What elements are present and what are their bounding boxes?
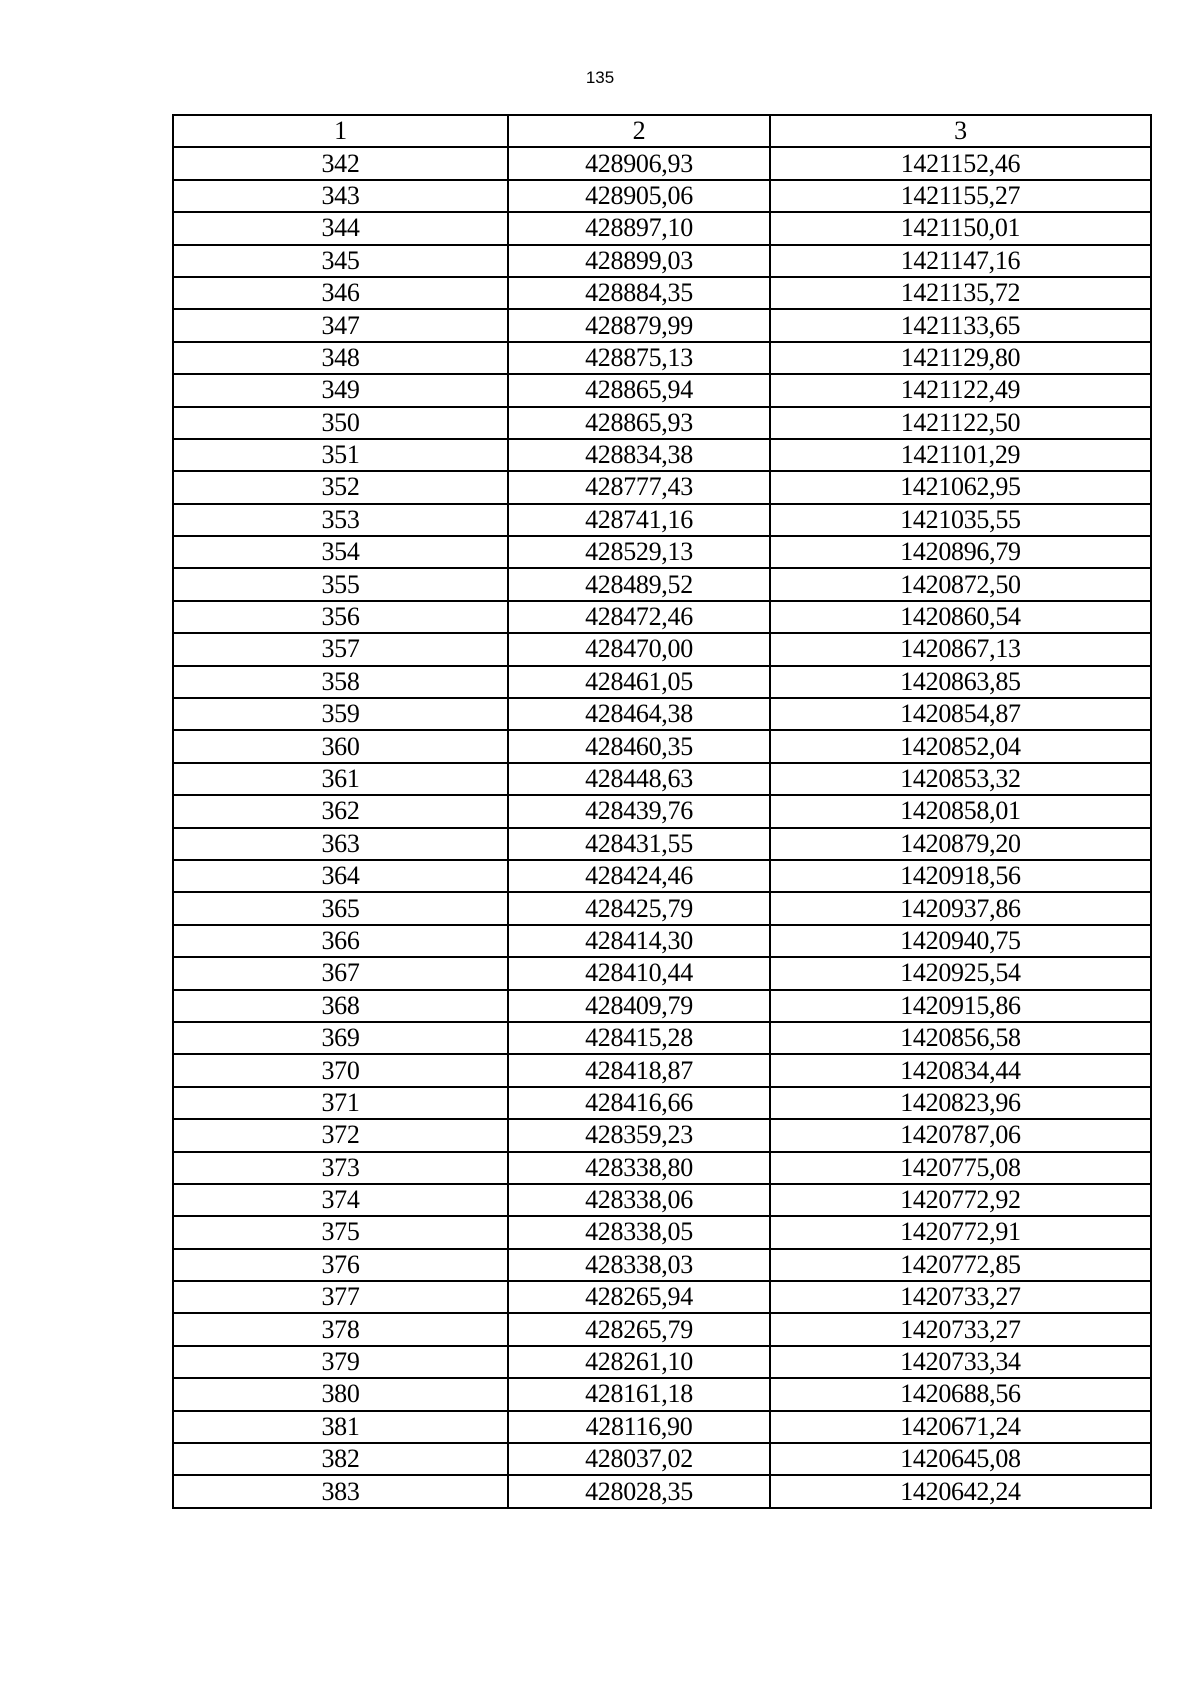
- coordinate-x-cell: 428865,94: [508, 374, 770, 406]
- coordinate-x-cell: 428265,94: [508, 1281, 770, 1313]
- table-row: [173, 795, 1151, 827]
- table-row: [173, 763, 1151, 795]
- table-row: [173, 860, 1151, 892]
- table-row: [173, 1054, 1151, 1086]
- coordinate-y-cell: 1420775,08: [770, 1152, 1151, 1184]
- coordinate-y-cell: 1421150,01: [770, 212, 1151, 244]
- coordinate-x-cell: 428359,23: [508, 1119, 770, 1151]
- point-number-cell: 344: [173, 212, 508, 244]
- coordinate-y-cell: 1420671,24: [770, 1411, 1151, 1443]
- coordinate-y-cell: 1420733,27: [770, 1313, 1151, 1345]
- coordinate-y-cell: 1420867,13: [770, 633, 1151, 665]
- coordinate-y-cell: 1421122,50: [770, 407, 1151, 439]
- point-number-cell: 379: [173, 1346, 508, 1378]
- coordinate-y-cell: 1420915,86: [770, 990, 1151, 1022]
- coordinate-y-cell: 1421152,46: [770, 147, 1151, 179]
- coordinate-x-cell: 428425,79: [508, 892, 770, 924]
- coordinate-y-cell: 1420856,58: [770, 1022, 1151, 1054]
- coordinate-y-cell: 1420772,91: [770, 1216, 1151, 1248]
- coordinate-y-cell: 1420896,79: [770, 536, 1151, 568]
- coordinate-y-cell: 1421155,27: [770, 180, 1151, 212]
- point-number-cell: 363: [173, 828, 508, 860]
- coordinate-x-cell: 428741,16: [508, 504, 770, 536]
- coordinate-x-cell: 428261,10: [508, 1346, 770, 1378]
- table-row: [173, 1152, 1151, 1184]
- table-row: [173, 1119, 1151, 1151]
- coordinate-x-cell: 428529,13: [508, 536, 770, 568]
- coordinate-x-cell: 428865,93: [508, 407, 770, 439]
- table-row: [173, 568, 1151, 600]
- column-header-2: 2: [508, 115, 770, 147]
- coordinate-x-cell: 428037,02: [508, 1443, 770, 1475]
- point-number-cell: 376: [173, 1249, 508, 1281]
- point-number-cell: 369: [173, 1022, 508, 1054]
- point-number-cell: 353: [173, 504, 508, 536]
- table-row: [173, 471, 1151, 503]
- coordinate-x-cell: 428416,66: [508, 1087, 770, 1119]
- point-number-cell: 360: [173, 730, 508, 762]
- coordinate-x-cell: 428489,52: [508, 568, 770, 600]
- coordinate-y-cell: 1421135,72: [770, 277, 1151, 309]
- point-number-cell: 371: [173, 1087, 508, 1119]
- table-row: [173, 633, 1151, 665]
- coordinate-x-cell: 428906,93: [508, 147, 770, 179]
- coordinate-x-cell: 428424,46: [508, 860, 770, 892]
- point-number-cell: 372: [173, 1119, 508, 1151]
- table-row: [173, 698, 1151, 730]
- coordinate-y-cell: 1420863,85: [770, 666, 1151, 698]
- coordinate-x-cell: 428338,05: [508, 1216, 770, 1248]
- point-number-cell: 355: [173, 568, 508, 600]
- table-row: [173, 990, 1151, 1022]
- coordinate-y-cell: 1420853,32: [770, 763, 1151, 795]
- coordinate-y-cell: 1421062,95: [770, 471, 1151, 503]
- coordinates-table: [172, 114, 1152, 1509]
- table-row: [173, 601, 1151, 633]
- coordinate-y-cell: 1421147,16: [770, 245, 1151, 277]
- coordinate-y-cell: 1421133,65: [770, 309, 1151, 341]
- point-number-cell: 358: [173, 666, 508, 698]
- coordinate-x-cell: 428470,00: [508, 633, 770, 665]
- table-body: [173, 147, 1151, 1507]
- coordinate-x-cell: 428161,18: [508, 1378, 770, 1410]
- table-row: [173, 147, 1151, 179]
- coordinate-x-cell: 428448,63: [508, 763, 770, 795]
- point-number-cell: 375: [173, 1216, 508, 1248]
- table-row: [173, 730, 1151, 762]
- point-number-cell: 351: [173, 439, 508, 471]
- coordinate-y-cell: 1420937,86: [770, 892, 1151, 924]
- coordinate-x-cell: 428409,79: [508, 990, 770, 1022]
- coordinate-y-cell: 1420772,85: [770, 1249, 1151, 1281]
- table-row: [173, 277, 1151, 309]
- coordinate-x-cell: 428418,87: [508, 1054, 770, 1086]
- coordinate-y-cell: 1420772,92: [770, 1184, 1151, 1216]
- coordinate-y-cell: 1420860,54: [770, 601, 1151, 633]
- coordinate-y-cell: 1420823,96: [770, 1087, 1151, 1119]
- point-number-cell: 347: [173, 309, 508, 341]
- point-number-cell: 345: [173, 245, 508, 277]
- table-row: [173, 1184, 1151, 1216]
- point-number-cell: 361: [173, 763, 508, 795]
- table-row: [173, 1378, 1151, 1410]
- point-number-cell: 374: [173, 1184, 508, 1216]
- point-number-cell: 381: [173, 1411, 508, 1443]
- table-row: [173, 342, 1151, 374]
- coordinate-y-cell: 1420787,06: [770, 1119, 1151, 1151]
- table-row: [173, 504, 1151, 536]
- table-row: [173, 892, 1151, 924]
- coordinate-x-cell: 428415,28: [508, 1022, 770, 1054]
- point-number-cell: 373: [173, 1152, 508, 1184]
- coordinate-y-cell: 1420858,01: [770, 795, 1151, 827]
- point-number-cell: 359: [173, 698, 508, 730]
- table-row: [173, 925, 1151, 957]
- coordinate-x-cell: 428897,10: [508, 212, 770, 244]
- coordinate-y-cell: 1420925,54: [770, 957, 1151, 989]
- coordinate-y-cell: 1420940,75: [770, 925, 1151, 957]
- point-number-cell: 346: [173, 277, 508, 309]
- coordinate-x-cell: 428879,99: [508, 309, 770, 341]
- coordinate-x-cell: 428461,05: [508, 666, 770, 698]
- coordinate-x-cell: 428460,35: [508, 730, 770, 762]
- coordinate-y-cell: 1421122,49: [770, 374, 1151, 406]
- coordinate-y-cell: 1420879,20: [770, 828, 1151, 860]
- coordinate-x-cell: 428431,55: [508, 828, 770, 860]
- table-header-row: [173, 115, 1151, 147]
- table-row: [173, 666, 1151, 698]
- coordinate-y-cell: 1421129,80: [770, 342, 1151, 374]
- coordinate-x-cell: 428464,38: [508, 698, 770, 730]
- table-row: [173, 1281, 1151, 1313]
- point-number-cell: 354: [173, 536, 508, 568]
- point-number-cell: 382: [173, 1443, 508, 1475]
- table-row: [173, 212, 1151, 244]
- table-row: [173, 1216, 1151, 1248]
- point-number-cell: 380: [173, 1378, 508, 1410]
- coordinate-y-cell: 1420645,08: [770, 1443, 1151, 1475]
- table-row: [173, 1411, 1151, 1443]
- point-number-cell: 362: [173, 795, 508, 827]
- table-row: [173, 1346, 1151, 1378]
- point-number-cell: 357: [173, 633, 508, 665]
- coordinate-x-cell: 428338,06: [508, 1184, 770, 1216]
- coordinate-x-cell: 428410,44: [508, 957, 770, 989]
- coordinate-x-cell: 428777,43: [508, 471, 770, 503]
- point-number-cell: 348: [173, 342, 508, 374]
- table-row: [173, 1443, 1151, 1475]
- table-row: [173, 536, 1151, 568]
- point-number-cell: 366: [173, 925, 508, 957]
- table-row: [173, 245, 1151, 277]
- coordinate-x-cell: 428338,80: [508, 1152, 770, 1184]
- coordinate-y-cell: 1421101,29: [770, 439, 1151, 471]
- coordinate-x-cell: 428265,79: [508, 1313, 770, 1345]
- coordinate-y-cell: 1420834,44: [770, 1054, 1151, 1086]
- table-row: [173, 1475, 1151, 1507]
- coordinate-x-cell: 428875,13: [508, 342, 770, 374]
- table-row: [173, 180, 1151, 212]
- coordinate-y-cell: 1420733,34: [770, 1346, 1151, 1378]
- table-row: [173, 1022, 1151, 1054]
- coordinate-y-cell: 1420688,56: [770, 1378, 1151, 1410]
- table-row: [173, 1087, 1151, 1119]
- point-number-cell: 352: [173, 471, 508, 503]
- point-number-cell: 342: [173, 147, 508, 179]
- point-number-cell: 370: [173, 1054, 508, 1086]
- coordinate-y-cell: 1420918,56: [770, 860, 1151, 892]
- point-number-cell: 343: [173, 180, 508, 212]
- coordinate-y-cell: 1420872,50: [770, 568, 1151, 600]
- coordinate-x-cell: 428028,35: [508, 1475, 770, 1507]
- coordinate-y-cell: 1420854,87: [770, 698, 1151, 730]
- table-row: [173, 407, 1151, 439]
- table-row: [173, 1313, 1151, 1345]
- coordinate-x-cell: 428899,03: [508, 245, 770, 277]
- coordinate-x-cell: 428116,90: [508, 1411, 770, 1443]
- point-number-cell: 356: [173, 601, 508, 633]
- coordinate-y-cell: 1420852,04: [770, 730, 1151, 762]
- coordinate-y-cell: 1421035,55: [770, 504, 1151, 536]
- coordinate-y-cell: 1420642,24: [770, 1475, 1151, 1507]
- table-row: [173, 439, 1151, 471]
- point-number-cell: 350: [173, 407, 508, 439]
- table-row: [173, 957, 1151, 989]
- point-number-cell: 364: [173, 860, 508, 892]
- point-number-cell: 368: [173, 990, 508, 1022]
- table-row: [173, 828, 1151, 860]
- coordinate-x-cell: 428884,35: [508, 277, 770, 309]
- coordinate-x-cell: 428472,46: [508, 601, 770, 633]
- page-number: 135: [585, 68, 615, 87]
- coordinate-x-cell: 428834,38: [508, 439, 770, 471]
- point-number-cell: 377: [173, 1281, 508, 1313]
- point-number-cell: 349: [173, 374, 508, 406]
- table-row: [173, 309, 1151, 341]
- coordinate-y-cell: 1420733,27: [770, 1281, 1151, 1313]
- column-header-3: 3: [770, 115, 1151, 147]
- coordinate-x-cell: 428439,76: [508, 795, 770, 827]
- point-number-cell: 378: [173, 1313, 508, 1345]
- column-header-1: 1: [173, 115, 508, 147]
- coordinate-x-cell: 428905,06: [508, 180, 770, 212]
- point-number-cell: 383: [173, 1475, 508, 1507]
- table-row: [173, 374, 1151, 406]
- coordinate-x-cell: 428414,30: [508, 925, 770, 957]
- point-number-cell: 367: [173, 957, 508, 989]
- table-row: [173, 1249, 1151, 1281]
- point-number-cell: 365: [173, 892, 508, 924]
- coordinate-x-cell: 428338,03: [508, 1249, 770, 1281]
